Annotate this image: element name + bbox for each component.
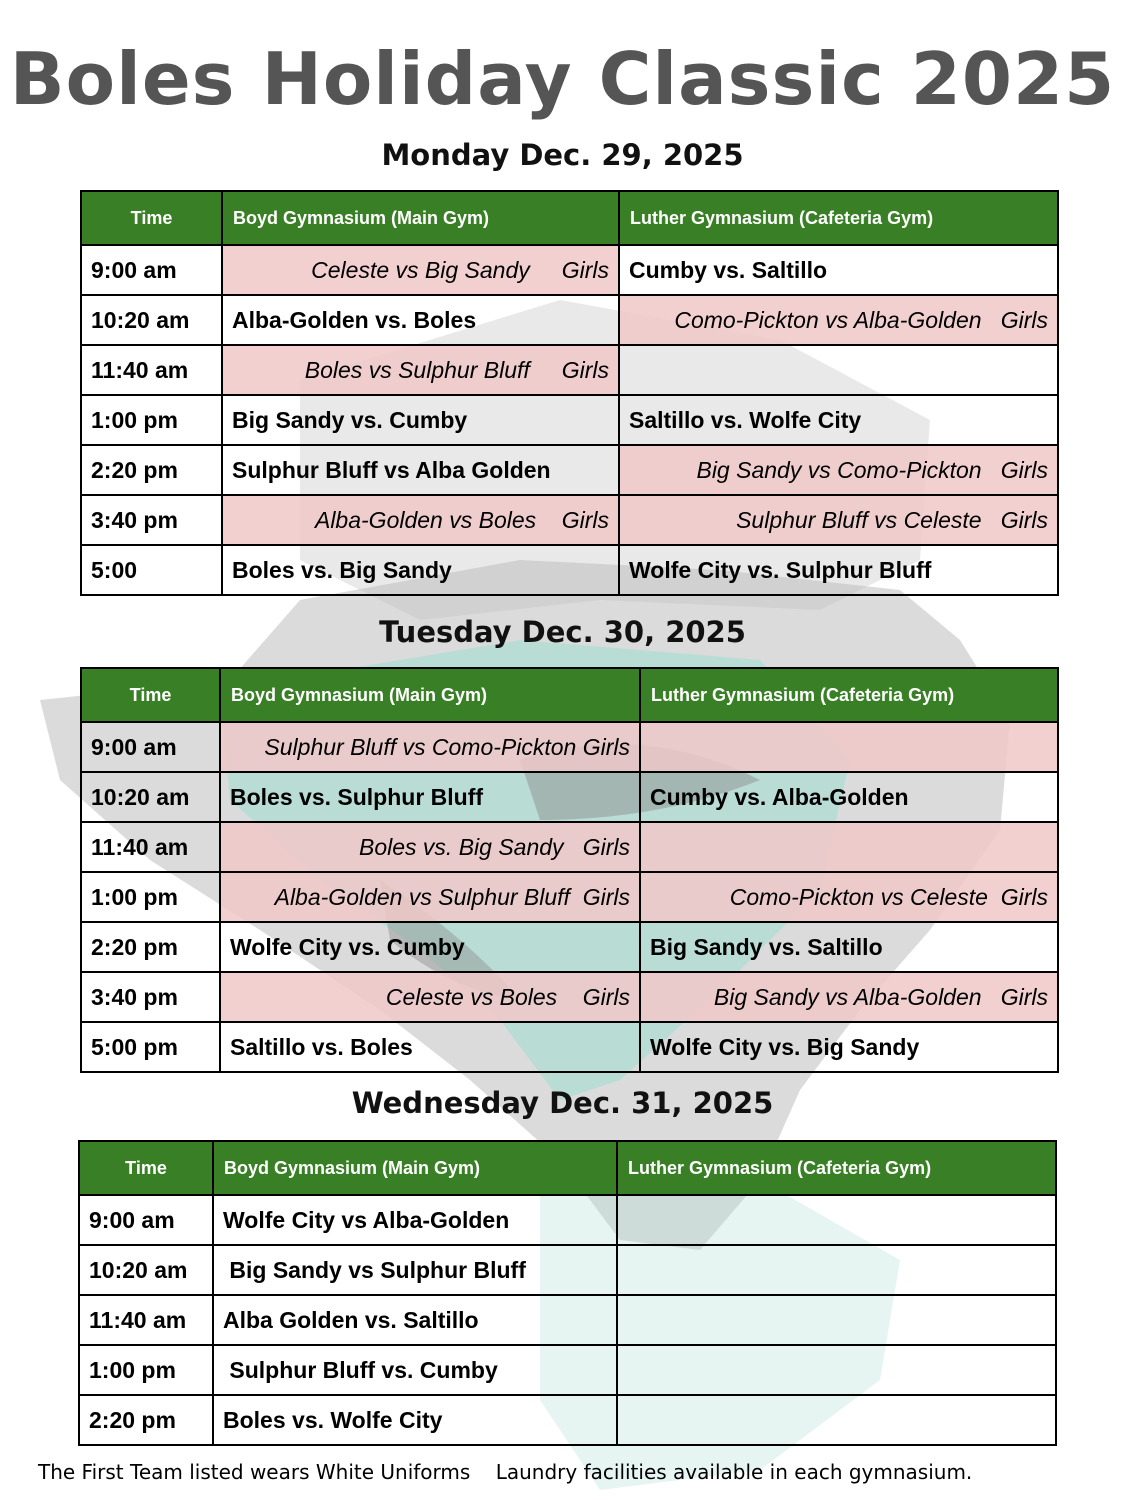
time-column-header: Time [81, 191, 222, 245]
boyd-game-cell: Celeste vs Big Sandy Girls [222, 245, 619, 295]
boyd-game-cell: Boles vs. Wolfe City [213, 1395, 617, 1445]
table-row [81, 722, 1058, 772]
boyd-game-cell: Boles vs. Sulphur Bluff [220, 772, 640, 822]
time-cell: 1:00 pm [81, 395, 222, 445]
boyd-game-cell: Saltillo vs. Boles [220, 1022, 640, 1072]
day-heading-wednesday: Wednesday Dec. 31, 2025 [351, 1086, 774, 1120]
boyd-game-cell: Wolfe City vs. Cumby [220, 922, 640, 972]
page-title: Boles Holiday Classic 2025 [9, 37, 1116, 121]
table-row [79, 1295, 1056, 1345]
luther-game-cell [617, 1195, 1056, 1245]
time-cell: 5:00 [81, 545, 222, 595]
time-cell: 11:40 am [79, 1295, 213, 1345]
table-row [81, 295, 1058, 345]
table-row [81, 1022, 1058, 1072]
table-row [81, 872, 1058, 922]
luther-column-header: Luther Gymnasium (Cafeteria Gym) [617, 1141, 1056, 1195]
boyd-column-header: Boyd Gymnasium (Main Gym) [222, 191, 619, 245]
luther-game-cell: Big Sandy vs. Saltillo [640, 922, 1058, 972]
boyd-game-cell: Big Sandy vs Sulphur Bluff [213, 1245, 617, 1295]
boyd-game-cell: Sulphur Bluff vs Alba Golden [222, 445, 619, 495]
boyd-column-header: Boyd Gymnasium (Main Gym) [213, 1141, 617, 1195]
luther-game-cell [640, 722, 1058, 772]
luther-game-cell: Wolfe City vs. Sulphur Bluff [619, 545, 1058, 595]
time-cell: 10:20 am [81, 295, 222, 345]
luther-game-cell: Sulphur Bluff vs Celeste Girls [619, 495, 1058, 545]
table-row [81, 772, 1058, 822]
time-cell: 10:20 am [79, 1245, 213, 1295]
luther-game-cell: Big Sandy vs Alba-Golden Girls [640, 972, 1058, 1022]
time-cell: 9:00 am [81, 722, 220, 772]
time-cell: 1:00 pm [79, 1345, 213, 1395]
luther-game-cell [617, 1245, 1056, 1295]
luther-column-header: Luther Gymnasium (Cafeteria Gym) [640, 668, 1058, 722]
boyd-game-cell: Alba-Golden vs Sulphur Bluff Girls [220, 872, 640, 922]
table-row [79, 1245, 1056, 1295]
time-cell: 10:20 am [81, 772, 220, 822]
boyd-game-cell: Big Sandy vs. Cumby [222, 395, 619, 445]
day-heading-monday: Monday Dec. 29, 2025 [381, 138, 744, 172]
table-row [81, 445, 1058, 495]
luther-game-cell [617, 1295, 1056, 1345]
boyd-game-cell: Alba Golden vs. Saltillo [213, 1295, 617, 1345]
boyd-game-cell: Boles vs. Big Sandy [222, 545, 619, 595]
schedule-table-tuesday [80, 667, 1059, 1073]
table-row [81, 345, 1058, 395]
time-column-header: Time [81, 668, 220, 722]
table-header-row [79, 1141, 1056, 1195]
luther-game-cell: Como-Pickton vs Celeste Girls [640, 872, 1058, 922]
table-row [79, 1345, 1056, 1395]
time-cell: 1:00 pm [81, 872, 220, 922]
schedule-table-monday [80, 190, 1059, 596]
day-heading-tuesday: Tuesday Dec. 30, 2025 [379, 615, 746, 649]
table-row [81, 545, 1058, 595]
table-header-row [81, 191, 1058, 245]
time-cell: 11:40 am [81, 822, 220, 872]
boyd-game-cell: Wolfe City vs Alba-Golden [213, 1195, 617, 1245]
table-row [79, 1395, 1056, 1445]
time-cell: 2:20 pm [81, 922, 220, 972]
boyd-column-header: Boyd Gymnasium (Main Gym) [220, 668, 640, 722]
time-cell: 9:00 am [81, 245, 222, 295]
luther-game-cell [619, 345, 1058, 395]
luther-game-cell [617, 1345, 1056, 1395]
luther-game-cell: Big Sandy vs Como-Pickton Girls [619, 445, 1058, 495]
boyd-game-cell: Sulphur Bluff vs. Cumby [213, 1345, 617, 1395]
boyd-game-cell: Alba-Golden vs. Boles [222, 295, 619, 345]
table-row [81, 495, 1058, 545]
table-row [81, 245, 1058, 295]
footer-note: The First Team listed wears White Uniforms Laundry facilities available in each gymnasium. [38, 1460, 973, 1484]
luther-game-cell: Wolfe City vs. Big Sandy [640, 1022, 1058, 1072]
time-cell: 11:40 am [81, 345, 222, 395]
time-cell: 2:20 pm [81, 445, 222, 495]
time-cell: 2:20 pm [79, 1395, 213, 1445]
table-row [81, 395, 1058, 445]
table-header-row [81, 668, 1058, 722]
luther-game-cell [640, 822, 1058, 872]
table-row [81, 972, 1058, 1022]
boyd-game-cell: Celeste vs Boles Girls [220, 972, 640, 1022]
time-cell: 5:00 pm [81, 1022, 220, 1072]
boyd-game-cell: Boles vs Sulphur Bluff Girls [222, 345, 619, 395]
time-cell: 3:40 pm [81, 495, 222, 545]
luther-column-header: Luther Gymnasium (Cafeteria Gym) [619, 191, 1058, 245]
table-row [81, 922, 1058, 972]
luther-game-cell: Como-Pickton vs Alba-Golden Girls [619, 295, 1058, 345]
time-cell: 9:00 am [79, 1195, 213, 1245]
table-row [79, 1195, 1056, 1245]
luther-game-cell [617, 1395, 1056, 1445]
schedule-table-wednesday [78, 1140, 1057, 1446]
boyd-game-cell: Sulphur Bluff vs Como-Pickton Girls [220, 722, 640, 772]
boyd-game-cell: Boles vs. Big Sandy Girls [220, 822, 640, 872]
boyd-game-cell: Alba-Golden vs Boles Girls [222, 495, 619, 545]
luther-game-cell: Cumby vs. Saltillo [619, 245, 1058, 295]
time-cell: 3:40 pm [81, 972, 220, 1022]
time-column-header: Time [79, 1141, 213, 1195]
table-row [81, 822, 1058, 872]
luther-game-cell: Cumby vs. Alba-Golden [640, 772, 1058, 822]
luther-game-cell: Saltillo vs. Wolfe City [619, 395, 1058, 445]
